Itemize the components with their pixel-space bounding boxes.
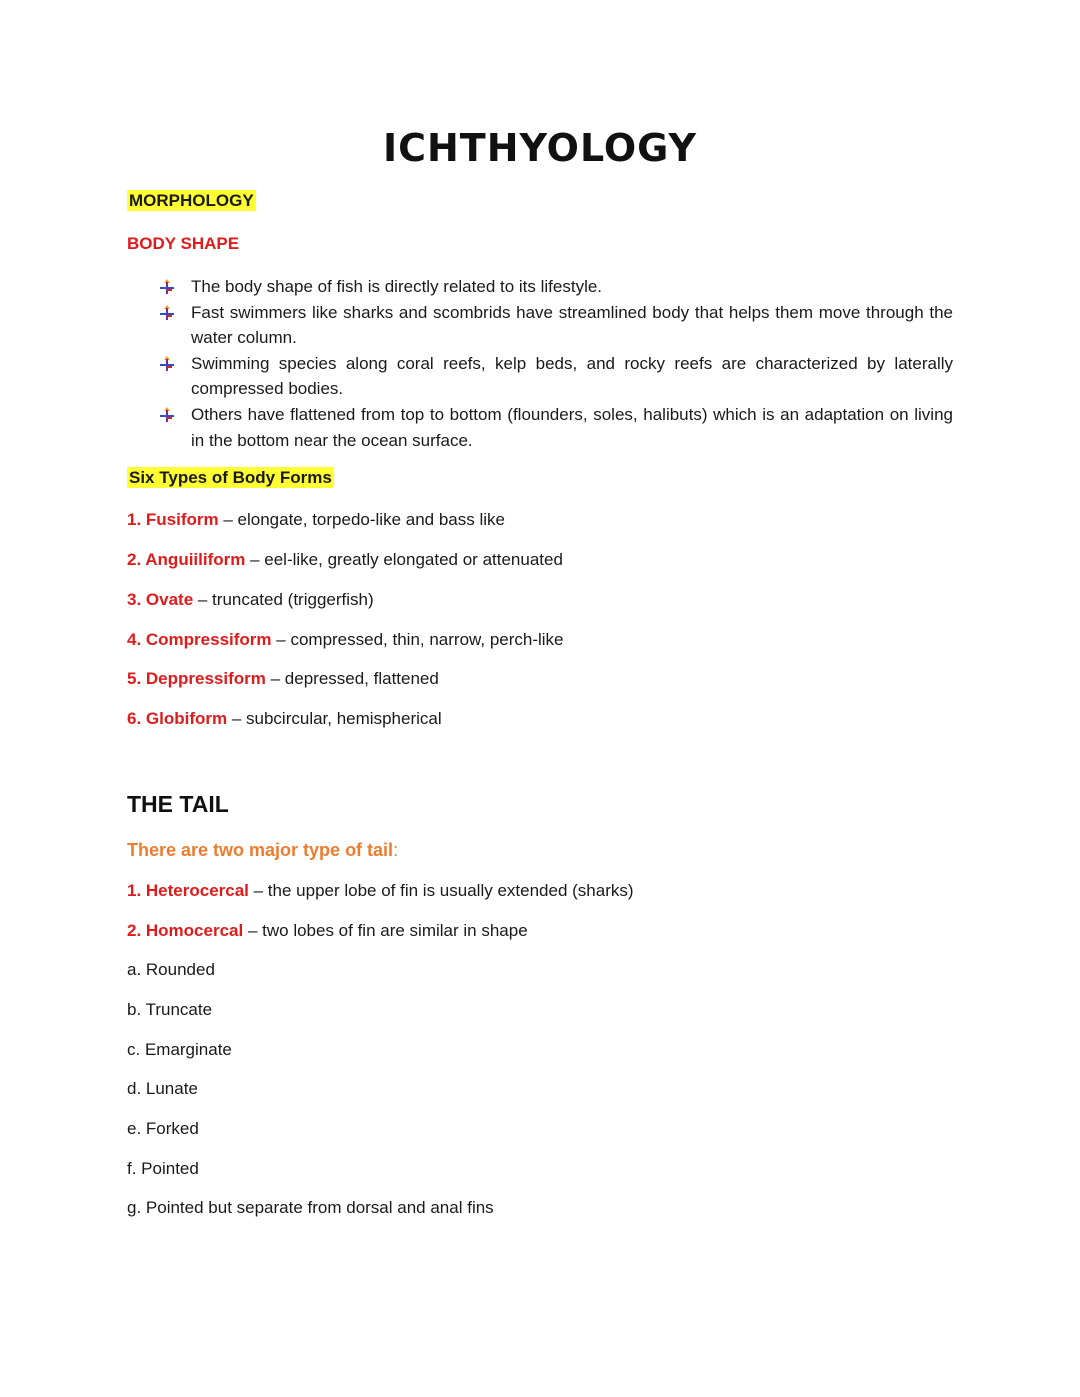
bullet-item: The body shape of fish is directly related to its lifestyle. [158, 274, 953, 300]
tail-intro: There are two major type of tail: [127, 840, 399, 860]
tail-shape-item: b. Truncate [127, 1000, 213, 1019]
body-shape-bullet-list [158, 274, 953, 453]
body-forms-heading: Six Types of Body Forms [129, 468, 332, 487]
arrow-cross-bullet-icon [158, 355, 176, 373]
arrow-cross-bullet-icon [158, 278, 176, 296]
arrow-cross-bullet-icon [158, 304, 176, 322]
body-form-item: 6. Globiform – subcircular, hemispherical [127, 709, 442, 728]
tail-heading: THE TAIL [127, 791, 229, 817]
tail-shape-item: f. Pointed [127, 1159, 199, 1178]
bullet-item: Fast swimmers like sharks and scombrids have streamlined body that helps them move through the water column. [158, 300, 953, 351]
tail-shape-item: g. Pointed but separate from dorsal and anal fins [127, 1198, 494, 1217]
body-shape-heading: BODY SHAPE [127, 234, 240, 253]
morphology-heading: MORPHOLOGY [129, 191, 254, 210]
body-form-item: 1. Fusiform – elongate, torpedo-like and bass like [127, 510, 505, 529]
arrow-cross-bullet-icon [158, 406, 176, 424]
tail-shape-item: e. Forked [127, 1119, 199, 1138]
body-form-item: 5. Deppressiform – depressed, flattened [127, 669, 439, 688]
tail-type-item: 1. Heterocercal – the upper lobe of fin is usually extended (sharks) [127, 881, 634, 900]
tail-shape-item: d. Lunate [127, 1079, 198, 1098]
tail-shape-item: a. Rounded [127, 960, 215, 979]
page-title: ICHTHYOLOGY [382, 126, 698, 170]
body-form-item: 2. Anguiiliform – eel-like, greatly elongated or attenuated [127, 550, 563, 569]
bullet-item: Swimming species along coral reefs, kelp beds, and rocky reefs are characterized by laterally compressed bodies. [158, 351, 953, 402]
body-form-item: 3. Ovate – truncated (triggerfish) [127, 590, 374, 609]
bullet-item: Others have flattened from top to bottom (flounders, soles, halibuts) which is an adaptation on living in the bottom near the ocean surface. [158, 402, 953, 453]
body-form-item: 4. Compressiform – compressed, thin, narrow, perch-like [127, 630, 564, 649]
tail-shape-item: c. Emarginate [127, 1040, 232, 1059]
tail-type-item: 2. Homocercal – two lobes of fin are similar in shape [127, 921, 528, 940]
